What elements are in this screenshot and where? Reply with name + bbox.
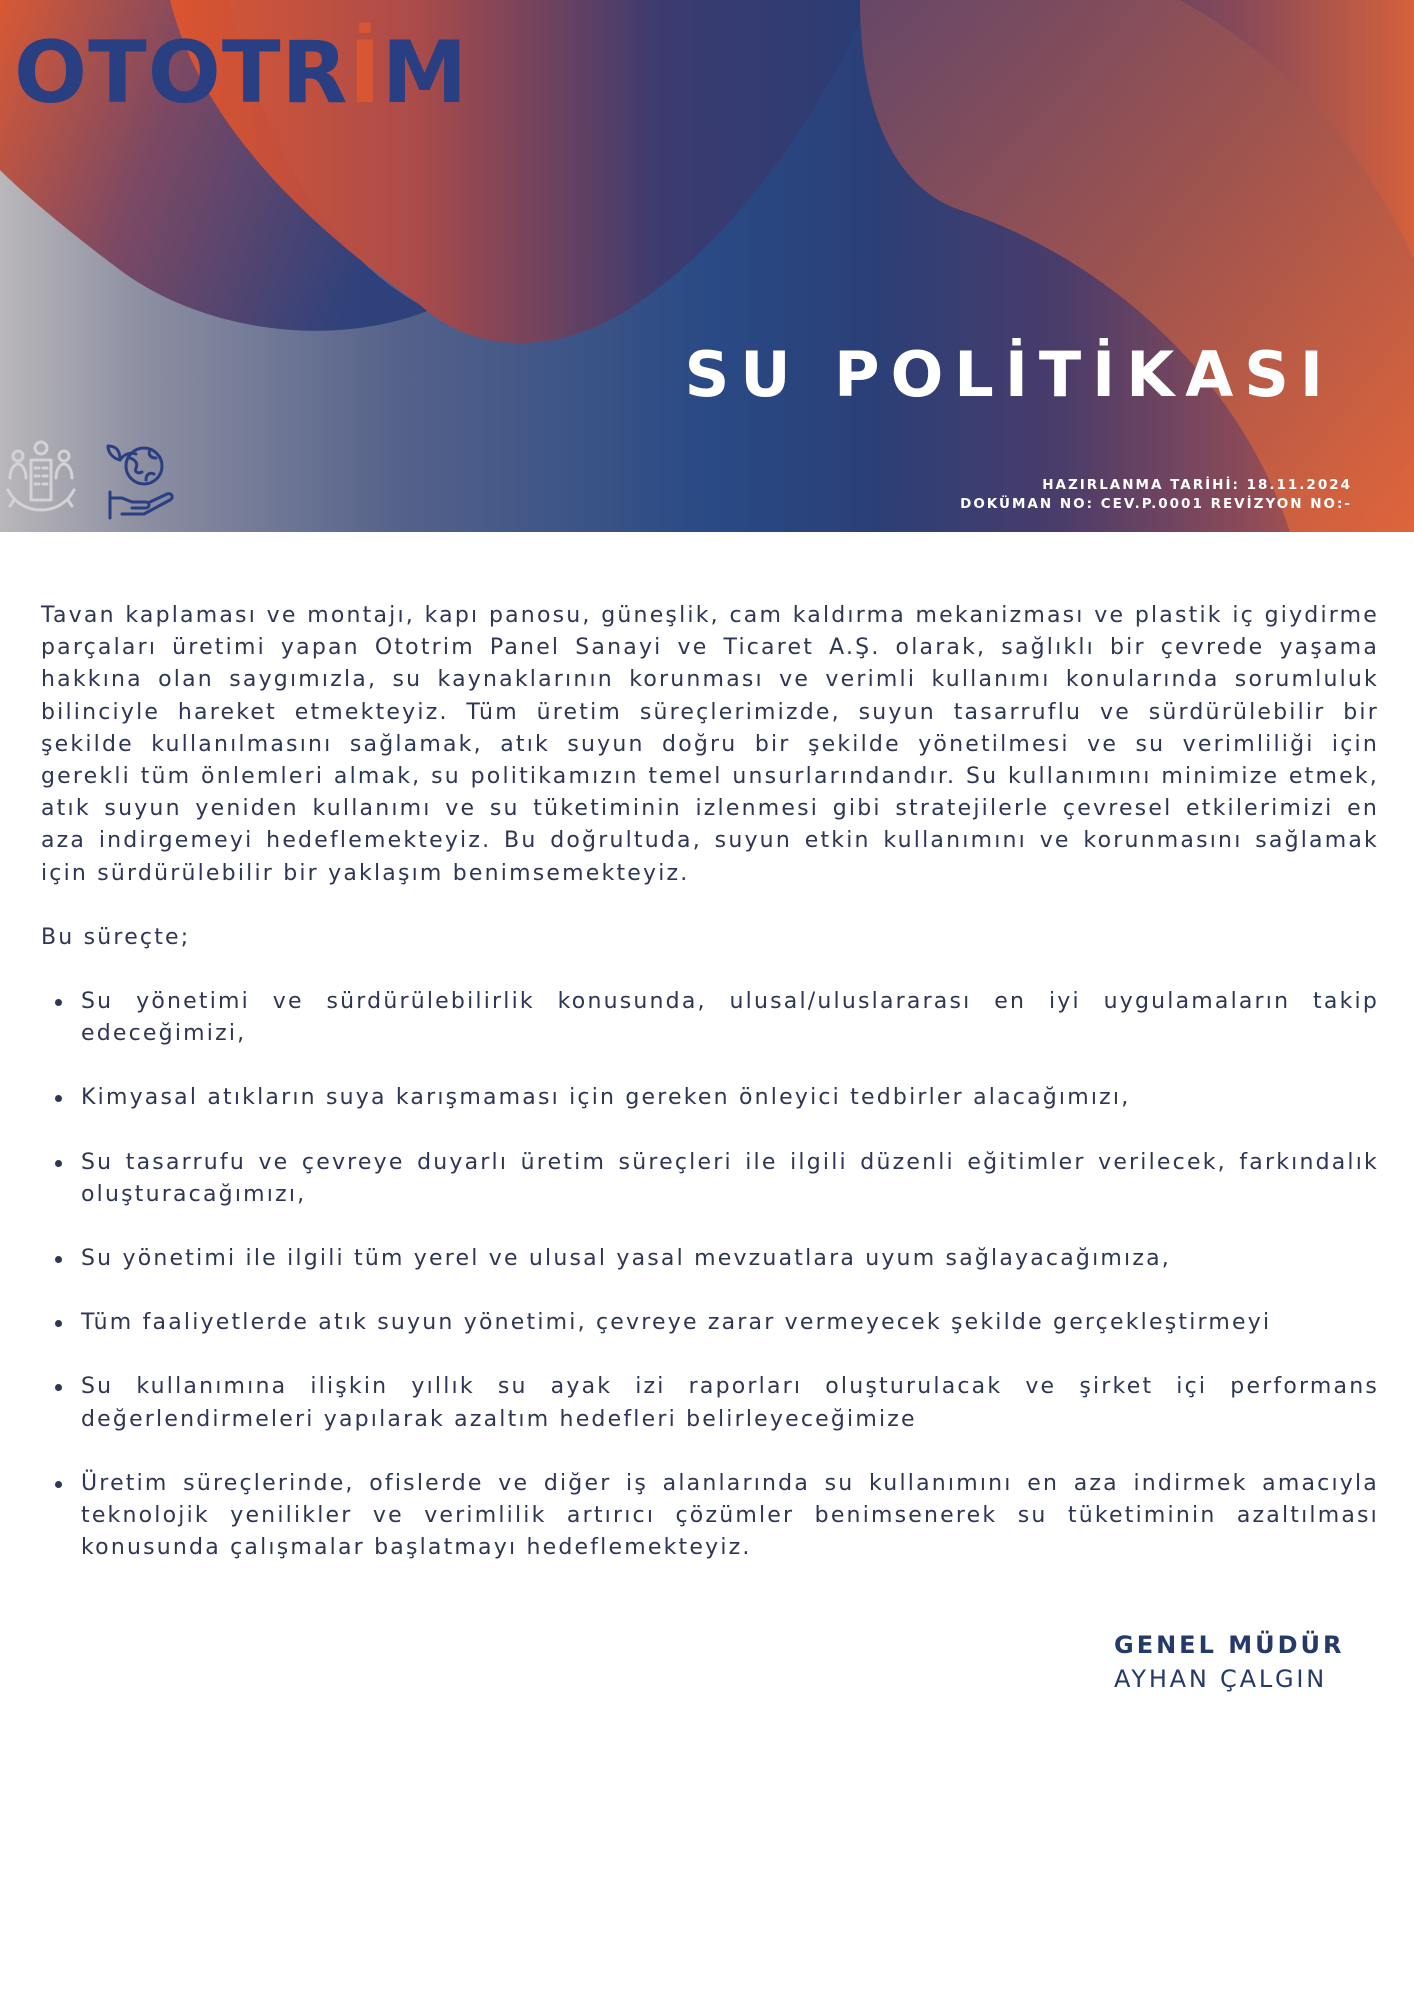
list-item: Su tasarrufu ve çevreye duyarlı üretim süreçleri ile ilgili düzenli eğitimler verilecek, farkındalık oluşturacağımızı, [41,1147,1379,1211]
list-item: Tüm faaliyetlerde atık suyun yönetimi, çevreye zarar vermeyecek şekilde gerçekleştirmeyi [41,1307,1379,1339]
header-banner [0,0,1414,532]
logo-text: OTOTR [14,23,349,123]
document-number-label: DOKÜMAN NO: [960,496,1095,512]
revision-number-label: REVİZYON NO: [1210,496,1345,512]
logo-text-tail: M [381,23,469,123]
list-item: Su kullanımına ilişkin yıllık su ayak izi raporları oluşturulacak ve şirket içi performans değerlendirmeleri yapılarak azaltım hedefleri belirleyeceğimize [41,1371,1379,1435]
page-title: SU POLİTİKASI [684,338,1334,411]
list-item: Kimyasal atıkların suya karışmaması için gereken önleyici tedbirler alacağımızı, [41,1082,1379,1114]
lead-text: Bu süreçte; [41,924,191,950]
community-building-icon [4,438,78,518]
prepared-date-value: 18.11.2024 [1246,477,1352,493]
document-number-value: CEV.P.0001 [1100,496,1204,512]
commitment-list [41,986,1379,1564]
list-item: Üretim süreçlerinde, ofislerde ve diğer iş alanlarında su kullanımını en aza indirmek amacıyla teknolojik yenilikler ve verimlilik artırıcı çözümler benimsenerek su tüketiminin azaltılması konusunda çalışmalar başlatmayı hedeflemekteyiz. [41,1468,1379,1565]
ototrim-logo [14,23,469,123]
signature-block [1114,1628,1344,1696]
policy-body [41,600,1379,1596]
document-number-row [960,495,1352,514]
logo-accent-letter: İ [348,23,382,123]
list-item: Su yönetimi ve sürdürülebilirlik konusunda, ulusal/uluslararası en iyi uygulamaların takip edeceğimizi, [41,986,1379,1050]
list-item: Su yönetimi ile ilgili tüm yerel ve ulusal yasal mevzuatlara uyum sağlayacağımıza, [41,1243,1379,1275]
document-meta [960,476,1352,514]
globe-hand-plant-icon [106,440,176,520]
prepared-date-label: HAZIRLANMA TARİHİ: [1042,477,1240,493]
intro-paragraph: Tavan kaplaması ve montajı, kapı panosu, güneşlik, cam kaldırma mekanizması ve plastik iç giydirme parçaları üretimi yapan Ototrim Panel Sanayi ve Ticaret A.Ş. olarak, sağlıklı bir çevrede yaşama hakkına olan saygımızla, su kaynaklarının korunması ve verimli kullanımı konularında sorumluluk bilinciyle hareket etmekteyiz. Tüm üretim süreçlerimizde, suyun tasarruflu ve sürdürülebilir bir şekilde kullanılmasını sağlamak, atık suyun doğru bir şekilde yönetilmesi ve su verimliliği için gerekli tüm önlemleri almak, su politikamızın temel unsurlarındandır. Su kullanımını minimize etmek, atık suyun yeniden kullanımı ve su tüketiminin izlenmesi gibi stratejilerle çevresel etkilerimizi en aza indirgemeyi hedeflemekteyiz. Bu doğrultuda, suyun etkin kullanımını ve korunmasını sağlamak için sürdürülebilir bir yaklaşım benimsemekteyiz. [41,603,1379,886]
revision-number-value: - [1344,496,1352,512]
signatory-name: AYHAN ÇALGIN [1114,1665,1328,1693]
prepared-date-row [960,476,1352,495]
signatory-role: GENEL MÜDÜR [1114,1631,1345,1659]
